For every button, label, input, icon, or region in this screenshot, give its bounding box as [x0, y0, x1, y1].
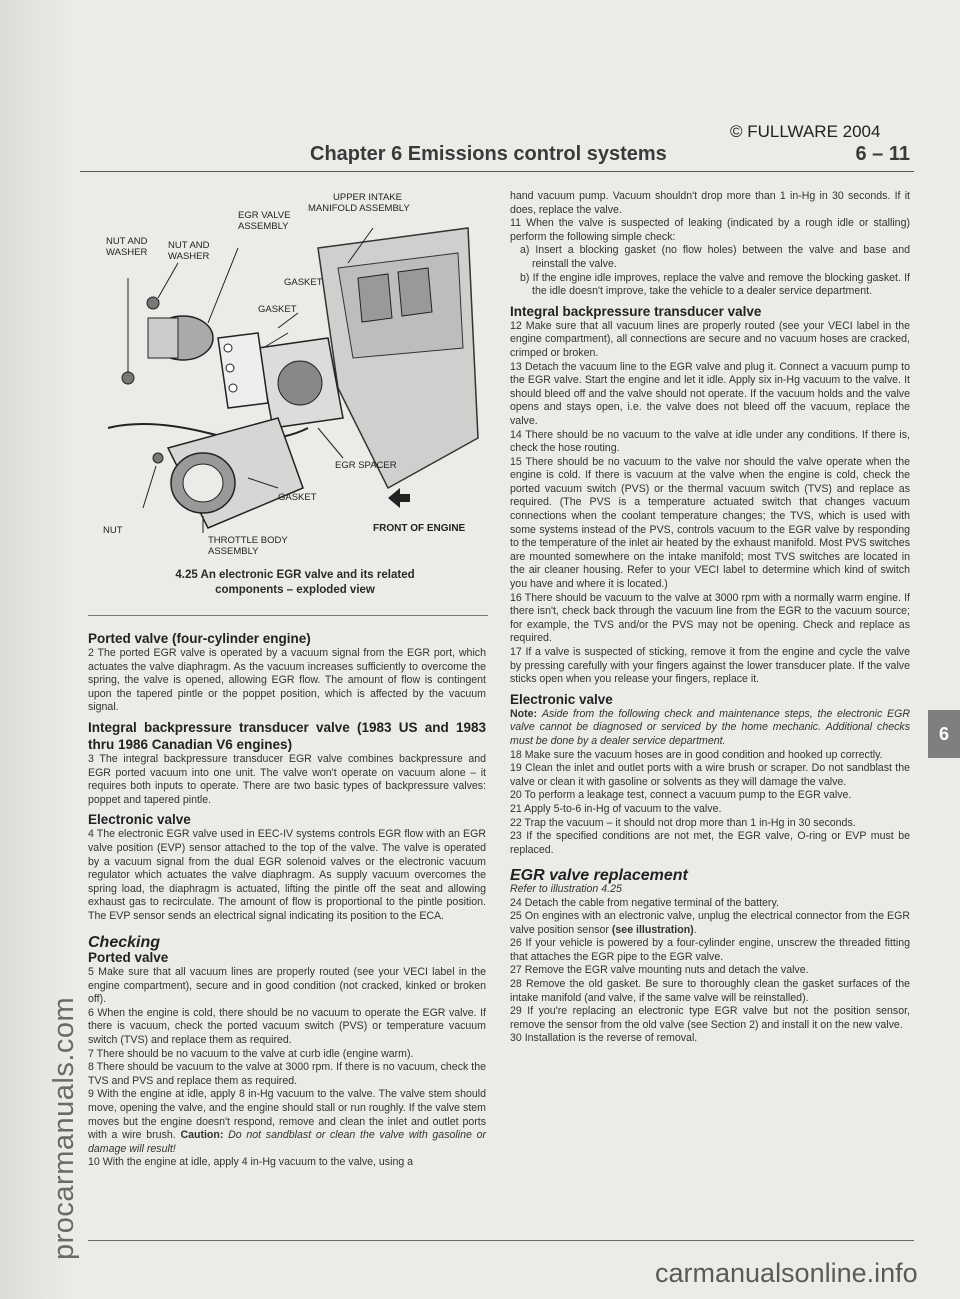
paragraph-14: 14 There should be no vacuum to the valve at idle under any conditions. If there is, check the hose routing.: [510, 428, 910, 455]
paragraph-20: 20 To perform a leakage test, connect a vacuum pump to the EGR valve.: [510, 789, 852, 802]
paragraph-12: 12 Make sure that all vacuum lines are properly routed (see your VECI label in the engine compartment), all connections are secure and no vacuum hoses are cracked, crimped or broken.: [510, 319, 910, 359]
heading-electronic-valve-right: Electronic valve: [510, 691, 613, 707]
paragraph-4: 4 The electronic EGR valve used in EEC-IV systems controls EGR flow with an EGR valve position (EVP) sensor attached to the top of the valve. The valve is operated by a vacuum signal from the dual EGR solenoid valves or the electronic vacuum regulator which actuates the valve diaphragm. As supply vacuum overcomes the spring load, the diaphragm is actuated, lifting the pintle off the seat and allowing exhaust gas to recirculate. The amount of flow is proportional to the pintle position. The EVP sensor sends an electrical signal indicating its position to the ECA.: [88, 828, 486, 922]
paragraph-30: 30 Installation is the reverse of removal.: [510, 1032, 698, 1045]
paragraph-25: 25 On engines with an electronic valve, unplug the electrical connector from the EGR valve position sensor (see illustration).: [510, 910, 910, 936]
paragraph-10: 10 With the engine at idle, apply 4 in-Hg vacuum to the valve, using a: [88, 1156, 414, 1169]
figure-caption: 4.25 An electronic EGR valve and its related components – exploded view: [175, 569, 415, 596]
paragraph-11: 11 When the valve is suspected of leaking (indicated by a rough idle or stalling) perform the following simple check:: [510, 217, 910, 243]
label-gasket-2: GASKET: [258, 304, 297, 315]
paragraph-24: 24 Detach the cable from negative terminal of the battery.: [510, 896, 779, 909]
paragraph-6: 6 When the engine is cold, there should be no vacuum to operate the EGR valve. If there is vacuum, check the ported vacuum switch (PVS) or temperature vacuum switch (TVS) and replace them as required.: [88, 1006, 486, 1047]
right-column: [510, 190, 910, 1046]
paragraph-29: 29 If you're replacing an electronic type EGR valve but not the position sensor, remove the sensor from the old valve (see Section 2) and install it on the new valve.: [510, 1005, 910, 1031]
paragraph-28: 28 Remove the old gasket. Be sure to thoroughly clean the gasket surfaces of the intake manifold (and valve, if the same valve will be reinstalled).: [510, 978, 910, 1004]
heading-ported-valve-2: Ported valve: [88, 950, 169, 966]
heading-egr-valve-replacement: EGR valve replacement: [510, 867, 688, 885]
heading-ported-valve: Ported valve (four-cylinder engine): [88, 631, 311, 646]
footer-watermark: carmanualsonline.info: [655, 1258, 918, 1288]
heading-integral-backpressure-right: Integral backpressure transducer valve: [510, 303, 762, 319]
refer-illustration: Refer to illustration 4.25: [510, 882, 622, 895]
label-nut: NUT: [103, 525, 123, 536]
label-egr-spacer: EGR SPACER: [335, 460, 397, 471]
paragraph-8: 8 There should be vacuum to the valve at 3000 rpm. If there is no vacuum, check the TVS and PVS and replace them as required.: [88, 1061, 486, 1087]
left-column: [88, 630, 486, 1170]
copyright-notice: © FULLWARE 2004: [730, 122, 881, 141]
paragraph-17: 17 If a valve is suspected of sticking, remove it from the engine and cycle the valve by pressing carefully with your fingers against the lower transducer plate. If the valve sticks open when you release your fingers, replace it.: [510, 646, 910, 686]
paragraph-11b: b) If the engine idle improves, replace the valve and remove the blocking gasket. If the idle doesn't improve, take the vehicle to a dealer service department.: [520, 271, 910, 298]
paragraph-13: 13 Detach the vacuum line to the EGR valve and plug it. Connect a vacuum pump to the EGR valve. Start the engine and let it idle. Apply six in-Hg vacuum to the valve. It should bleed off and the valve should not operate. If the vacuum holds and the valve opens and stays open, i.e. the valve does not bleed off the vacuum, replace the valve.: [510, 360, 910, 427]
svg-text:ASSEMBLY: ASSEMBLY: [208, 546, 259, 557]
paragraph-22: 22 Trap the vacuum – it should not drop more than 1 in-Hg in 30 seconds.: [510, 816, 856, 829]
svg-text:MANIFOLD ASSEMBLY: MANIFOLD ASSEMBLY: [308, 203, 410, 214]
paragraph-3: 3 The integral backpressure transducer EGR valve combines backpressure and EGR ported vacuum into one unit. The valve won't operate on vacuum alone – it requires both inputs to operate. There are two basic types of backpressure valves: poppet and tapered pintle.: [88, 752, 486, 806]
label-nut-washer-1: NUT AND: [106, 236, 148, 247]
heading-electronic-valve: Electronic valve: [88, 812, 191, 828]
page-header: [310, 143, 910, 171]
figure-egr-exploded-view: [88, 188, 488, 608]
note-paragraph: Note: Aside from the following check and maintenance steps, the electronic EGR valve cannot be diagnosed or serviced by the home mechanic. Additional checks must be done by a dealer service department.: [510, 707, 910, 747]
label-gasket-3: GASKET: [278, 492, 317, 503]
label-gasket-1: GASKET: [284, 277, 323, 288]
paragraph-5: 5 Make sure that all vacuum lines are properly routed (see your VECI label in the engine compartment), secure and in good condition (not cracked, kinked or broken off).: [88, 966, 486, 1006]
paragraph-9: 9 With the engine at idle, apply 8 in-Hg vacuum to the valve. The valve stem should move, opening the valve, and the engine should stall or run roughly. If the valve stem moves but the engine doesn't respond, remove and clean the inlet and outlet ports with a wire brush. Caution: Do not sandblast or clean the valve with gasoline or damage will result!: [88, 1088, 486, 1155]
paragraph-19: 19 Clean the inlet and outlet ports with a wire brush or scraper. Do not sandblast the valve or clean it with gasoline or solvents as they will damage the valve.: [510, 762, 910, 788]
paragraph-15: 15 There should be no vacuum to the valve nor should the valve operate when the engine is cold. If there is vacuum at the valve when the engine is cold, check the ported vacuum switch (PVS) or the thermal vacuum switch (TVS) and replace as required. (The PVS is a temperature actuated switch that changes vacuum connections when the coolant temperature changes; the TVS, which is used with some systems instead of the PVS, controls vacuum to the EGR valve by responding to the temperature of the inlet air heated by the exhaust manifold. Most PVS switches are mounted somewhere on the intake manifold; most TVS switches are located in the air cleaner housing. Refer to your VECI label to determine which kind of switch you have and where it is located.): [510, 455, 910, 591]
paragraph-2: 2 The ported EGR valve is operated by a vacuum signal from the EGR port, which actuates the valve diaphragm. As the vacuum increases sufficiently to overcome the spring, the valve is opened, allowing EGR flow. The amount of flow is contingent upon the tapered pintle or the poppet position, which is affected by the vacuum signal.: [88, 647, 486, 714]
egr-diagram: [88, 188, 488, 568]
paragraph-23: 23 If the specified conditions are not met, the EGR valve, O-ring or EVP must be replaced.: [510, 830, 910, 856]
label-egr-valve: EGR VALVE: [238, 210, 291, 221]
paragraph-16: 16 There should be vacuum to the valve at 3000 rpm with a normally warm engine. If there isn't, check back through the vacuum line from the EGR to the vacuum source; for example, the TVS and/or the PVS may not be opening. Check and replace as required.: [510, 591, 910, 645]
chapter-title: Chapter 6 Emissions control systems: [310, 143, 667, 165]
figure-rule: [88, 615, 488, 616]
paragraph-7: 7 There should be no vacuum to the valve at curb idle (engine warm).: [88, 1047, 414, 1060]
svg-text:ASSEMBLY: ASSEMBLY: [238, 221, 289, 232]
paragraph-26: 26 If your vehicle is powered by a four-cylinder engine, unscrew the threaded fitting that attaches the EGR pipe to the EGR valve.: [510, 937, 910, 963]
label-throttle-body: THROTTLE BODY: [208, 535, 288, 546]
header-rule: [80, 171, 914, 172]
paragraph-18: 18 Make sure the vacuum hoses are in good condition and hooked up correctly.: [510, 748, 883, 761]
paragraph-10-cont: hand vacuum pump. Vacuum shouldn't drop more than 1 in-Hg in 30 seconds. If it does, replace the valve.: [510, 190, 910, 216]
page-number: 6 – 11: [855, 143, 910, 165]
chapter-side-tab: 6: [928, 710, 960, 758]
side-watermark: procarmanuals.com: [48, 996, 80, 1260]
footer-rule: [88, 1240, 914, 1241]
label-front-of-engine: FRONT OF ENGINE: [373, 523, 466, 534]
paragraph-21: 21 Apply 5-to-6 in-Hg of vacuum to the valve.: [510, 802, 722, 815]
svg-text:WASHER: WASHER: [106, 247, 148, 258]
paragraph-11a: a) Insert a blocking gasket (no flow holes) between the valve and base and reinstall the valve.: [520, 244, 910, 270]
heading-integral-backpressure: Integral backpressure transducer valve (1983 US and 1983 thru 1986 Canadian V6 engines): [88, 719, 486, 752]
svg-text:WASHER: WASHER: [168, 251, 210, 262]
paragraph-27: 27 Remove the EGR valve mounting nuts and detach the valve.: [510, 964, 809, 977]
label-upper-intake: UPPER INTAKE: [333, 192, 402, 203]
heading-checking: Checking: [88, 933, 161, 951]
label-nut-washer-2: NUT AND: [168, 240, 210, 251]
